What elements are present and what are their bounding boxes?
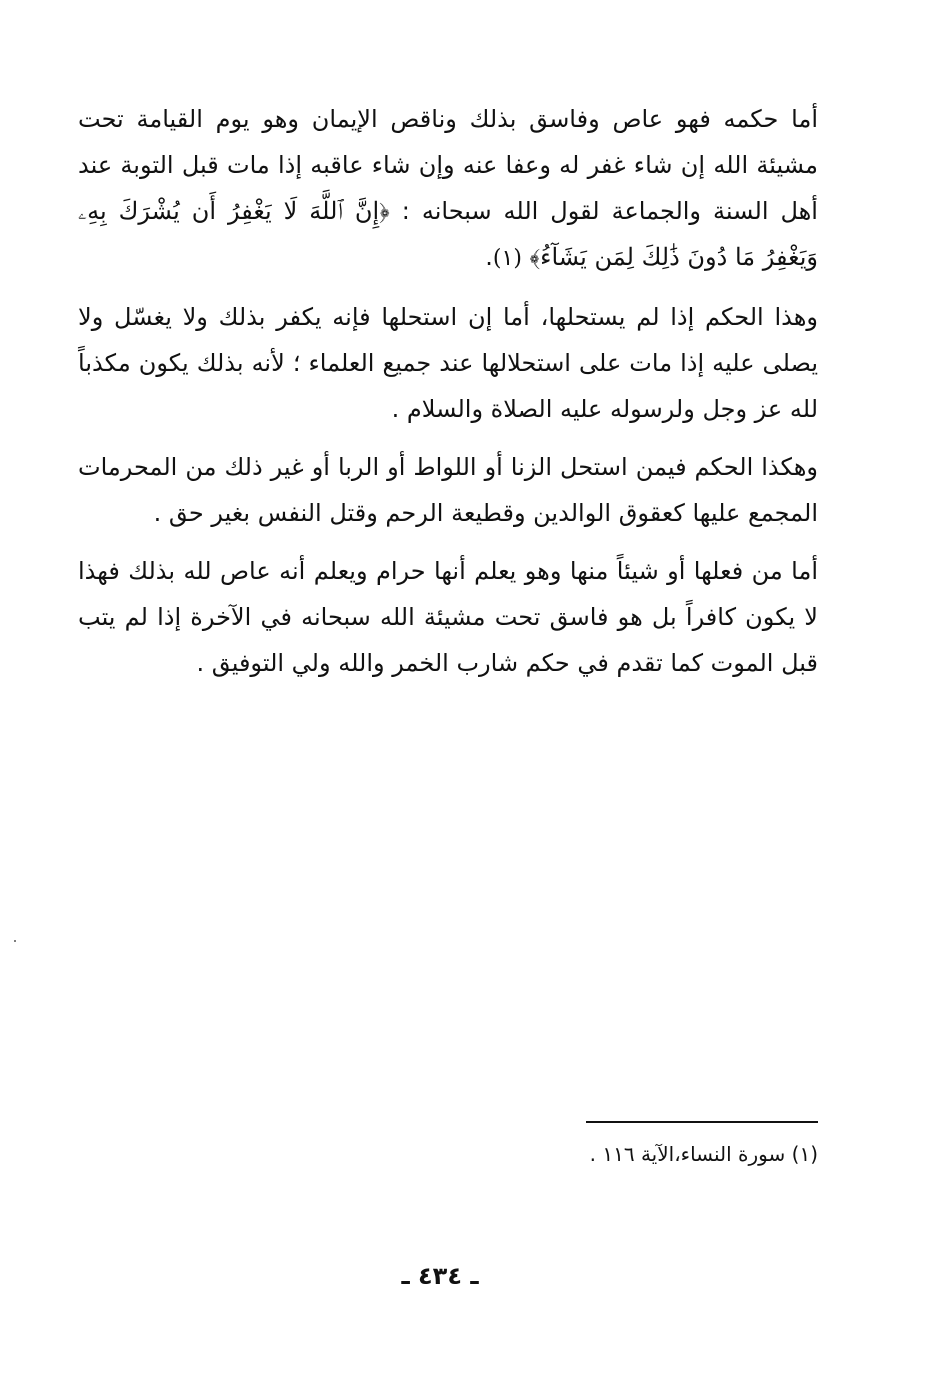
quran-verse: ﴿إِنَّ ٱللَّهَ لَا يَغْفِرُ أَن يُشْرَكَ بِهِۦ وَيَغْفِرُ مَا دُونَ ذَٰلِكَ لِمَن يَشَآءُ﴾ (78, 197, 818, 271)
footnote-divider (586, 1121, 818, 1123)
footnote-reference[interactable]: (١) (492, 246, 522, 271)
footnote: (١) سورة النساء،الآية ١١٦ . (589, 1142, 818, 1166)
main-text (78, 96, 818, 698)
scan-speck (14, 940, 16, 942)
paragraph-1 (78, 96, 818, 282)
paragraph-3: وهكذا الحكم فيمن استحل الزنا أو اللواط أو الربا أو غير ذلك من المحرمات المجمع عليها كعقوق الوالدين وقطيعة الرحم وقتل النفس بغير حق . (78, 453, 818, 527)
paragraph-1-end: . (485, 243, 493, 271)
paragraph-1-text: أما حكمه فهو عاص وفاسق بذلك وناقص الإيمان وهو يوم القيامة تحت مشيئة الله إن شاء غفر له وعفا عنه وإن شاء عاقبه إذا مات قبل التوبة عند أهل السنة والجماعة لقول الله سبحانه : (78, 105, 818, 225)
page-number: ـ ٤٣٤ ـ (401, 1262, 479, 1290)
paragraph-2: وهذا الحكم إذا لم يستحلها، أما إن استحلها فإنه يكفر بذلك ولا يغسّل ولا يصلى عليه إذا مات على استحلالها عند جميع العلماء ؛ لأنه بذلك يكون مكذباً لله عز وجل ولرسوله عليه الصلاة والسلام . (78, 303, 818, 423)
paragraph-4: أما من فعلها أو شيئاً منها وهو يعلم أنها حرام ويعلم أنه عاص لله بذلك فهذا لا يكون كافراً بل هو فاسق تحت مشيئة الله سبحانه في الآخرة إذا لم يتب قبل الموت كما تقدم في حكم شارب الخمر والله ولي التوفيق . (78, 557, 818, 677)
